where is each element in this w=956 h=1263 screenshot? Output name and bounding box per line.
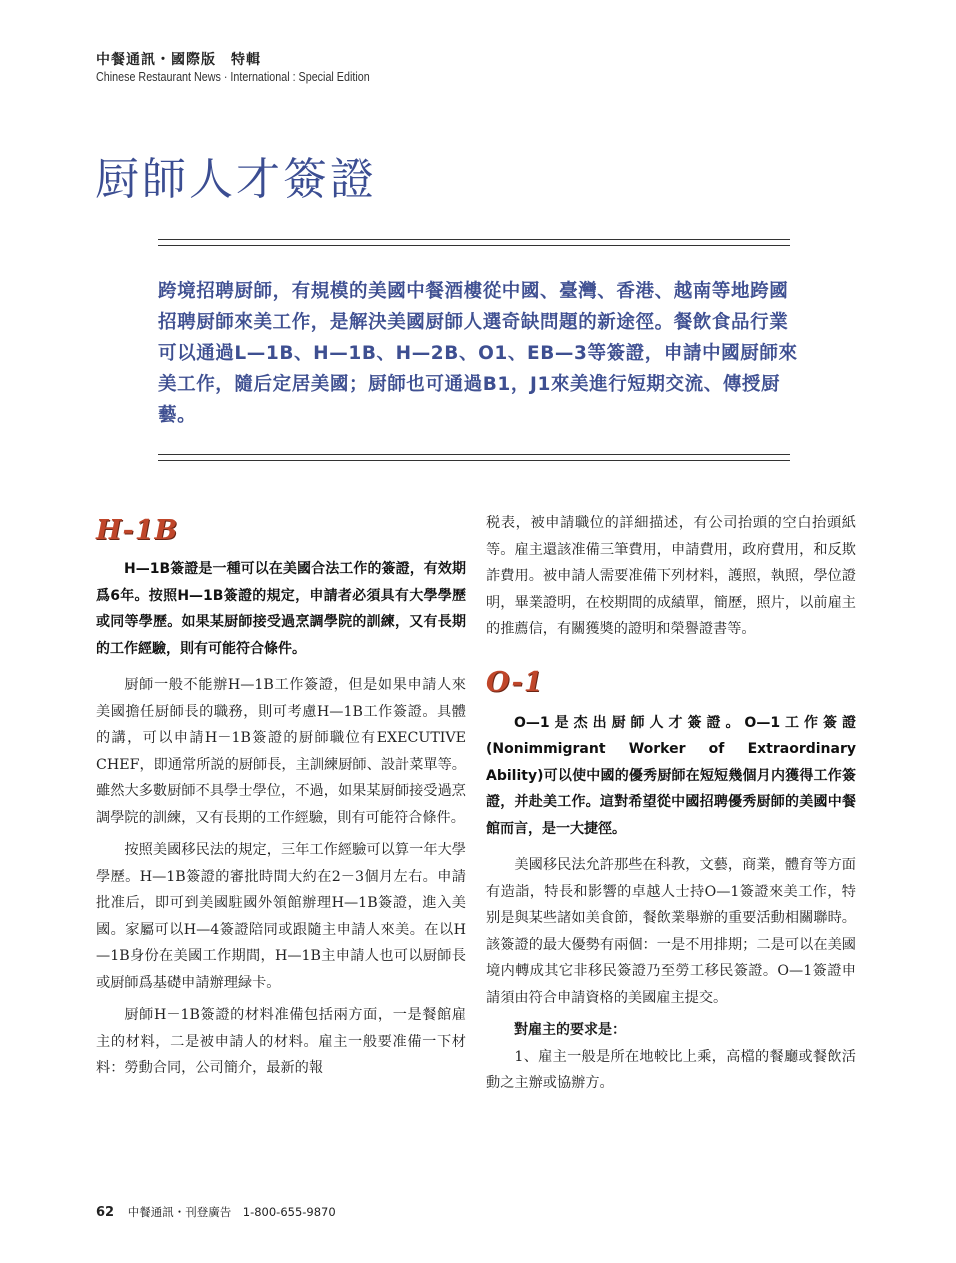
masthead-english: Chinese Restaurant News · International : Special Edition xyxy=(96,70,370,84)
top-double-rule xyxy=(158,239,790,246)
h1b-paragraph-3: 厨師H－1B簽證的材料准備包括兩方面，一是餐館雇主的材料，二是被申請人的材料。雇主一般要准備一下材料：勞動合同，公司簡介，最新的報 xyxy=(96,1007,466,1076)
right-column xyxy=(486,510,856,1103)
o1-employer-requirements-heading: 對雇主的要求是： xyxy=(514,1022,626,1038)
h1b-heading: H-1B xyxy=(96,515,179,546)
o1-requirement-item-1: 1、雇主一般是所在地較比上乘，高檔的餐廳或餐飲活動之主辦或協辦方。 xyxy=(486,1048,856,1091)
lead-paragraph: 跨境招聘厨師，有規模的美國中餐酒樓從中國、臺灣、香港、越南等地跨國招聘厨師來美工作，是解決美國厨師人選奇缺問題的新途徑。餐飲食品行業可以通過L—1B、H—1B、H—2B、O1、EB—3等簽證，申請中國厨師來美工作，隨后定居美國；厨師也可通過B1，J1來美進行短期交流、傳授厨藝。 xyxy=(158,281,798,426)
o1-heading: O-1 xyxy=(486,666,544,698)
page-title: 厨師人才簽證 xyxy=(95,154,377,205)
o1-paragraph-1: 美國移民法允許那些在科教，文藝，商業，體育等方面有造詣，特長和影響的卓越人士持O—1簽證來美工作，特别是與某些諸如美食節，餐飲業舉辦的重要活動相關聯時。該簽證的最大優勢有兩個：一是不用排期；二是可以在美國境内轉成其它非移民簽證乃至勞工移民簽證。O—1簽證申請須由符合申請資格的美國雇主提交。 xyxy=(486,857,856,1006)
bottom-double-rule xyxy=(158,454,790,461)
left-column xyxy=(96,510,466,1088)
page-footer xyxy=(96,1204,336,1220)
masthead-chinese: 中餐通訊・國際版 特輯 xyxy=(96,52,261,68)
h1b-paragraph-2: 按照美國移民法的規定，三年工作經驗可以算一年大學學歷。H—1B簽證的審批時間大約在2－3個月左右。申請批准后，即可到美國駐國外領館辦理H—1B簽證，進入美國。家屬可以H—4簽證陪同或跟隨主申請人來美。在以H—1B身份在美國工作期間，H—1B主申請人也可以厨師長或厨師爲基礎申請辦理緑卡。 xyxy=(96,842,466,991)
o1-intro: O—1是杰出厨師人才簽證。O—1工作簽證(Nonimmigrant Worker of Extraordinary Ability)可以使中國的優秀厨師在短短幾個月内獲得工作簽證，并赴美工作。這對希望從中國招聘優秀厨師的美國中餐館而言，是一大捷徑。 xyxy=(486,714,856,837)
h1b-intro: H—1B簽證是一種可以在美國合法工作的簽證，有效期爲6年。按照H—1B簽證的規定，申請者必須具有大學學歷或同等學歷。如果某厨師接受過烹調學院的訓練，又有長期的工作經驗，則有可能符合條件。 xyxy=(96,561,466,657)
h1b-paragraph-1: 厨師一般不能辦H—1B工作簽證，但是如果申請人來美國擔任厨師長的職務，則可考慮H—1B工作簽證。具體的講，可以申請H－1B簽證的厨師職位有EXECUTIVE CHEF，即通常所説的厨師長，主訓練厨師、設計菜單等。雖然大多數厨師不具學士學位，不過，如果某厨師接受過烹調學院的訓練，又有長期的工作經驗，則有可能符合條件。 xyxy=(96,677,466,826)
h1b-paragraph-3-continued: 税表，被申請職位的詳細描述，有公司抬頭的空白抬頭紙等。雇主還該准備三筆費用，申請費用，政府費用，和反欺詐費用。被申請人需要准備下列材料，護照，執照，學位證明，畢業證明，在校期間的成績單，簡歷，照片，以前雇主的推薦信，有關獲奬的證明和榮譽證書等。 xyxy=(486,515,856,637)
footer-text: 中餐通訊・刊登廣告 1-800-655-9870 xyxy=(127,1205,336,1219)
page-number: 62 xyxy=(96,1205,115,1220)
